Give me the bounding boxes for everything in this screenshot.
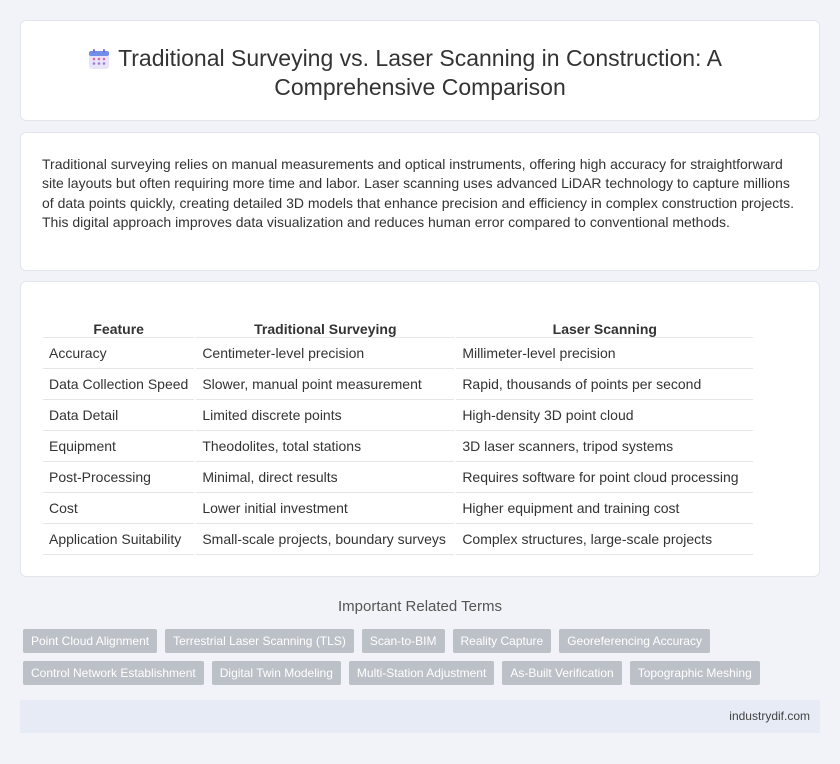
- cell-feature: Application Suitability: [43, 523, 195, 554]
- comparison-card: [20, 281, 820, 577]
- cell-laser: Millimeter-level precision: [455, 337, 753, 368]
- term-tag[interactable]: Topographic Meshing: [630, 661, 760, 685]
- cell-laser: Rapid, thousands of points per second: [455, 368, 753, 399]
- title-line-2: Comprehensive Comparison: [274, 74, 566, 100]
- cell-traditional: Lower initial investment: [195, 492, 455, 523]
- term-tag[interactable]: Reality Capture: [453, 629, 552, 653]
- intro-paragraph: Traditional surveying relies on manual measurements and optical instruments, offering high accuracy for straightforward site layouts but often requiring more time and labor. Laser scanning uses advanced LiDAR technology to capture millions of data points quickly, creating detailed 3D models that enhance precision and efficiency in complex construction projects. This digital approach improves data visualization and reduces human error compared to conventional methods.: [42, 156, 795, 230]
- cell-traditional: Small-scale projects, boundary surveys: [195, 523, 455, 554]
- table-row: [43, 337, 753, 368]
- term-tag[interactable]: Multi-Station Adjustment: [349, 661, 494, 685]
- header-traditional: Traditional Surveying: [195, 314, 455, 337]
- header-laser: Laser Scanning: [455, 314, 753, 337]
- header-feature: Feature: [43, 314, 195, 337]
- cell-traditional: Minimal, direct results: [195, 461, 455, 492]
- table-row: [43, 461, 753, 492]
- cell-laser: Higher equipment and training cost: [455, 492, 753, 523]
- cell-laser: Requires software for point cloud processing: [455, 461, 753, 492]
- table-header-row: [43, 314, 753, 337]
- title-card: [20, 20, 820, 121]
- term-tag[interactable]: As-Built Verification: [502, 661, 621, 685]
- table-row: [43, 399, 753, 430]
- site-link[interactable]: industrydif.com: [729, 709, 810, 723]
- term-tag[interactable]: Control Network Establishment: [23, 661, 204, 685]
- cell-feature: Equipment: [43, 430, 195, 461]
- cell-laser: Complex structures, large-scale projects: [455, 523, 753, 554]
- cell-feature: Data Collection Speed: [43, 368, 195, 399]
- related-terms-title: Important Related Terms: [338, 598, 502, 615]
- term-tag[interactable]: Point Cloud Alignment: [23, 629, 157, 653]
- table-row: [43, 368, 753, 399]
- cell-feature: Data Detail: [43, 399, 195, 430]
- term-tag[interactable]: Georeferencing Accuracy: [559, 629, 710, 653]
- comparison-table: [43, 314, 753, 555]
- cell-feature: Cost: [43, 492, 195, 523]
- page-title: [21, 44, 819, 102]
- footer: [20, 700, 820, 733]
- related-terms-list: [23, 629, 803, 685]
- cell-feature: Accuracy: [43, 337, 195, 368]
- cell-traditional: Theodolites, total stations: [195, 430, 455, 461]
- term-tag[interactable]: Scan-to-BIM: [362, 629, 445, 653]
- title-line-1: Traditional Surveying vs. Laser Scanning in Construction: A: [118, 45, 722, 71]
- table-row: [43, 430, 753, 461]
- cell-laser: 3D laser scanners, tripod systems: [455, 430, 753, 461]
- cell-traditional: Centimeter-level precision: [195, 337, 455, 368]
- cell-traditional: Slower, manual point measurement: [195, 368, 455, 399]
- table-row: [43, 492, 753, 523]
- cell-laser: High-density 3D point cloud: [455, 399, 753, 430]
- table-row: [43, 523, 753, 554]
- cell-feature: Post-Processing: [43, 461, 195, 492]
- term-tag[interactable]: Terrestrial Laser Scanning (TLS): [165, 629, 354, 653]
- cell-traditional: Limited discrete points: [195, 399, 455, 430]
- term-tag[interactable]: Digital Twin Modeling: [212, 661, 341, 685]
- intro-card: [20, 132, 820, 271]
